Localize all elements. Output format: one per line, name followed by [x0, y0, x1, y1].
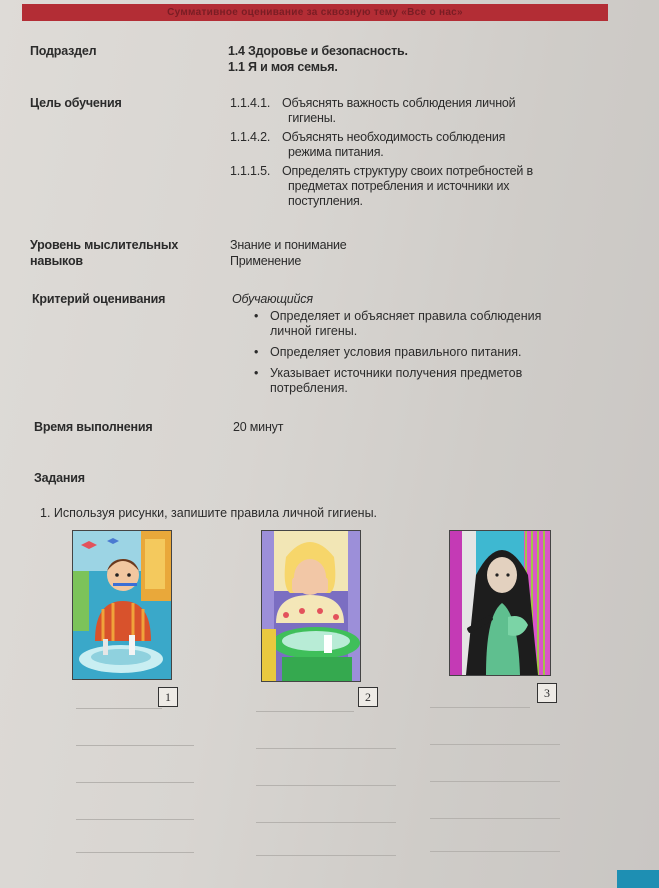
time-label: Время выполнения — [34, 420, 153, 434]
subsection-line-2: 1.1 Я и моя семья. — [228, 60, 338, 74]
criteria-text: Указывает источники получения предметов — [270, 366, 523, 380]
thinking-label-line-2: навыков — [30, 254, 83, 268]
boy-brushing-teeth-icon — [72, 530, 172, 680]
answer-line[interactable] — [256, 711, 354, 712]
answer-line[interactable] — [76, 708, 162, 709]
girl-washing-face-icon — [261, 530, 361, 682]
picture-number-1: 1 — [158, 687, 178, 707]
thinking-value-1: Знание и понимание — [230, 238, 347, 252]
criteria-text: Определяет и объясняет правила соблюдения — [270, 309, 542, 323]
subsection-line-1: 1.4 Здоровье и безопасность. — [228, 44, 408, 58]
tasks-label: Задания — [34, 471, 85, 485]
criteria-text-cont: личной гигены. — [270, 324, 358, 338]
bullet-icon: • — [254, 366, 259, 380]
answer-line[interactable] — [430, 707, 530, 708]
answer-line[interactable] — [256, 785, 396, 786]
task-1-text: 1. Используя рисунки, запишите правила личной гигиены. — [40, 506, 378, 520]
answer-line[interactable] — [430, 781, 560, 782]
picture-number-2: 2 — [358, 687, 378, 707]
goal-code: 1.1.4.1. — [230, 96, 271, 110]
criteria-text: Определяет условия правильного питания. — [270, 345, 522, 359]
answer-line[interactable] — [430, 818, 560, 819]
goal-text: Определять структуру своих потребностей в — [282, 164, 533, 178]
girl-combing-hair-icon — [449, 530, 551, 676]
goal-code: 1.1.1.5. — [230, 164, 271, 178]
header-banner: Суммативное оценивание за сквозную тему «Все о нас» — [22, 4, 608, 21]
criteria-item — [252, 309, 602, 339]
answer-line[interactable] — [76, 745, 194, 746]
goal-text: Объяснять важность соблюдения личной — [282, 96, 516, 110]
subsection-label: Подраздел — [30, 44, 97, 58]
goal-text-cont: предметах потребления и источники их — [288, 179, 510, 193]
bullet-icon: • — [254, 309, 259, 323]
picture-number-3: 3 — [537, 683, 557, 703]
corner-tab — [617, 870, 659, 888]
goal-code: 1.1.4.2. — [230, 130, 271, 144]
criteria-label: Критерий оценивания — [32, 292, 166, 306]
criteria-list — [252, 309, 602, 402]
criteria-subject: Обучающийся — [232, 292, 313, 306]
criteria-text-cont: потребления. — [270, 381, 348, 395]
goal-item — [230, 96, 610, 111]
answer-line[interactable] — [256, 822, 396, 823]
goal-text-cont: поступления. — [288, 194, 363, 208]
thinking-value-2: Применение — [230, 254, 302, 268]
criteria-item — [252, 366, 602, 396]
goal-text: Объяснять необходимость соблюдения — [282, 130, 506, 144]
answer-line[interactable] — [76, 819, 194, 820]
goal-label: Цель обучения — [30, 96, 122, 110]
answer-line[interactable] — [76, 852, 194, 853]
answer-line[interactable] — [430, 744, 560, 745]
thinking-label-line-1: Уровень мыслительных — [30, 238, 179, 252]
answer-line[interactable] — [76, 782, 194, 783]
criteria-item — [252, 345, 602, 360]
goal-text-cont: гигиены. — [288, 111, 336, 125]
goal-item — [230, 130, 610, 145]
goal-text-cont: режима питания. — [288, 145, 384, 159]
time-value: 20 минут — [233, 420, 284, 434]
answer-line[interactable] — [256, 855, 396, 856]
answer-line[interactable] — [430, 851, 560, 852]
bullet-icon: • — [254, 345, 259, 359]
answer-line[interactable] — [256, 748, 396, 749]
goal-item — [230, 164, 610, 179]
goal-list — [230, 96, 610, 209]
